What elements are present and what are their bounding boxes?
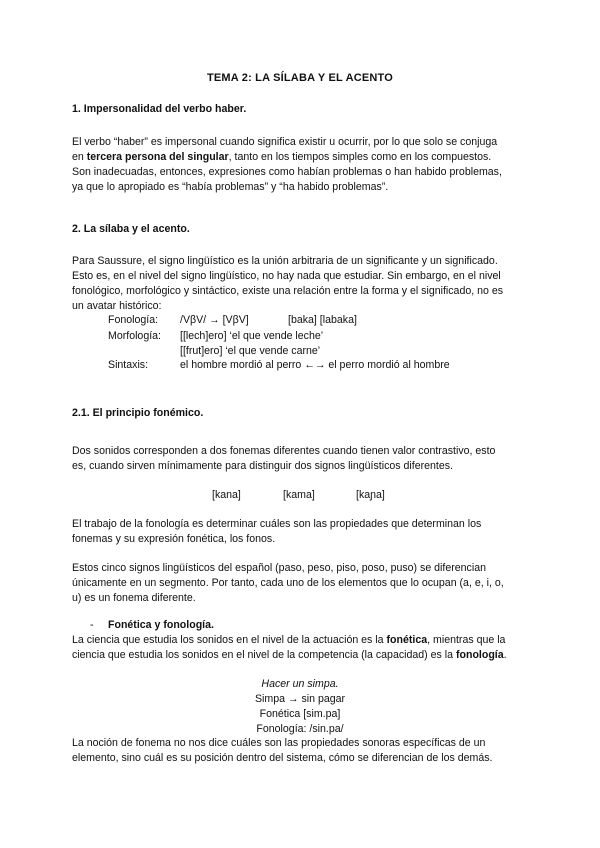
- paragraph-line: un avatar histórico:: [72, 300, 162, 312]
- bold-term: fonética: [386, 634, 428, 646]
- paragraph-line: u) es un fonema diferente.: [72, 592, 196, 604]
- example-sintaxis: el hombre mordió al perro ←→ el perro mordió al hombre: [180, 359, 450, 371]
- minimal-pair-word: [kama]: [283, 489, 315, 501]
- section-1-heading: 1. Impersonalidad del verbo haber.: [72, 103, 247, 115]
- minimal-pair-word: [kana]: [212, 489, 241, 501]
- example-fonologia-words: [baka] [labaka]: [288, 314, 357, 326]
- paragraph-line: Esto es, en el nivel del signo lingüístico, no hay nada que estudiar. Sin embargo, en el nivel: [72, 270, 501, 282]
- paragraph-line: La ciencia que estudia los sonidos en el nivel de la actuación es la fonética, mientras que la: [72, 634, 506, 646]
- paragraph-line: fonológico, morfológico y sintáctico, existe una relación entre la forma y el significado, no es: [72, 285, 504, 297]
- example-phrase: Hacer un simpa.: [261, 678, 339, 690]
- example-line: Fonética [sim.pa]: [259, 708, 341, 720]
- bullet-heading: Fonética y fonología.: [108, 619, 214, 631]
- example-label-sintaxis: Sintaxis:: [108, 359, 149, 371]
- paragraph-line: únicamente en un segmento. Por tanto, cada uno de los elementos que lo ocupan (a, e, i, o,: [72, 577, 504, 589]
- paragraph-line: ciencia que estudia los sonidos en el nivel de la competencia (la capacidad) es la fonología.: [72, 649, 507, 661]
- paragraph-line: Dos sonidos corresponden a dos fonemas diferentes cuando tienen valor contrastivo, esto: [72, 445, 496, 457]
- paragraph-line: La noción de fonema no nos dice cuáles son las propiedades sonoras específicas de un: [72, 737, 486, 749]
- example-label-fonologia: Fonología:: [108, 314, 159, 326]
- paragraph-line: Estos cinco signos lingüísticos del español (paso, peso, piso, poso, puso) se diferencian: [72, 562, 486, 574]
- minimal-pair-word: [kaɲa]: [356, 489, 385, 501]
- example-label-morfologia: Morfología:: [108, 330, 161, 342]
- example-fonologia-rule: /VβV/ → [VβV]: [180, 314, 249, 326]
- section-2-1-heading: 2.1. El principio fonémico.: [72, 407, 204, 419]
- section-2-heading: 2. La sílaba y el acento.: [72, 223, 190, 235]
- example-line: Simpa → sin pagar: [254, 693, 346, 705]
- paragraph-line: El trabajo de la fonología es determinar cuáles son las propiedades que determinan los: [72, 518, 482, 530]
- paragraph-line: elemento, sino cuál es su posición dentro del sistema, cómo se diferencian de los demás.: [72, 752, 493, 764]
- example-morfologia-1: [[lech]ero] ‘el que vende leche’: [180, 330, 324, 342]
- paragraph-line: es, cuando sirven mínimamente para distinguir dos signos lingüísticos diferentes.: [72, 460, 453, 472]
- bold-term: tercera persona del singular: [86, 151, 229, 163]
- bold-term: fonología: [455, 649, 504, 661]
- example-morfologia-2: [[frut]ero] ‘el que vende carne’: [180, 345, 321, 357]
- paragraph-line: El verbo “haber” es impersonal cuando significa existir u ocurrir, por lo que solo se conjuga: [72, 136, 498, 148]
- paragraph-line: Son inadecuadas, entonces, expresiones como habían problemas o han habido problemas,: [72, 166, 502, 178]
- paragraph-line: Para Saussure, el signo lingüístico es la unión arbitraria de un significante y un significado.: [72, 255, 498, 267]
- page-title: TEMA 2: LA SÍLABA Y EL ACENTO: [206, 72, 394, 84]
- paragraph-line: en tercera persona del singular, tanto en los tiempos simples como en los compuestos.: [72, 151, 492, 163]
- paragraph-line: fonemas y su expresión fonética, los fonos.: [72, 533, 276, 545]
- example-line: Fonología: /sin.pa/: [256, 723, 344, 735]
- bullet-dash: -: [90, 619, 94, 631]
- paragraph-line: ya que lo apropiado es “había problemas” y “ha habido problemas”.: [72, 181, 389, 193]
